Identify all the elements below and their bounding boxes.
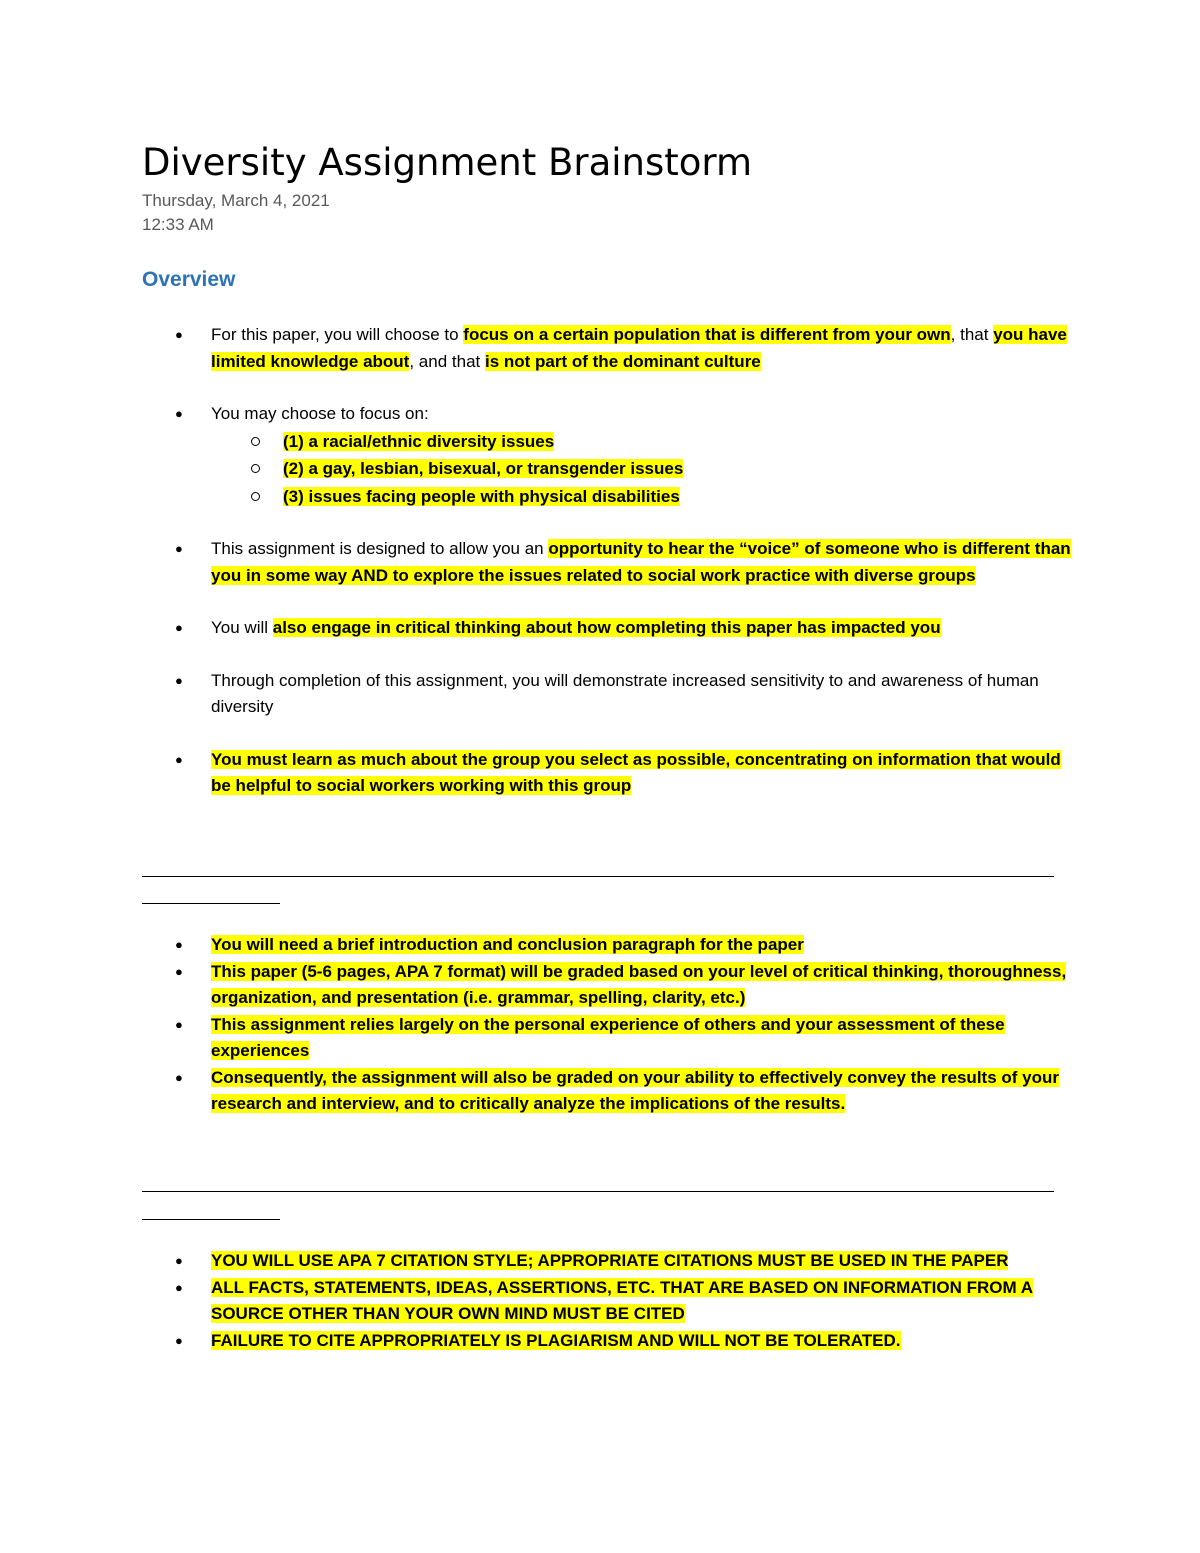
note-date: Thursday, March 4, 2021 [142,191,330,210]
bullet-icon: ● [175,1016,183,1032]
list-item: ● This assignment relies largely on the personal experience of others and your assessment of these experiences [0,1012,1071,1065]
list-item: ● You must learn as much about the group you select as possible, concentrating on information that would be helpful to social workers working with this group [0,747,1071,800]
overview-heading: Overview [142,268,236,291]
bullet-icon: ● [175,937,183,952]
bullet-icon: ● [175,1279,183,1295]
overview-list [0,322,1200,800]
divider-line-short [142,1219,280,1220]
bullet-icon: ● [175,327,183,342]
page-title: Diversity Assignment Brainstorm [142,141,752,184]
list-item: ● You will need a brief introduction and conclusion paragraph for the paper [0,932,1071,959]
list-item: ● You may choose to focus on: (1) a racial/ethnic diversity issues (2) a gay, lesbian, bisexual, or transgender issues (3) issues facing people with physical disabilities [0,401,1071,510]
list-item: ● You will also engage in critical thinking about how completing this paper has impacted you [0,615,1071,642]
grading-list [0,932,1200,1118]
bullet-icon: ● [175,963,183,979]
bullet-icon: ● [175,406,183,421]
divider-line-short [142,903,280,904]
list-item: ● This assignment is designed to allow you an opportunity to hear the “voice” of someone who is different than you in some way AND to explore the issues related to social work practice with diverse groups [0,536,1071,589]
divider-line [142,876,1054,877]
bullet-icon: ● [175,1069,183,1085]
sub-list-item: (1) a racial/ethnic diversity issues [211,428,1071,456]
bullet-icon: ● [175,1253,183,1268]
list-item: ● YOU WILL USE APA 7 CITATION STYLE; APPROPRIATE CITATIONS MUST BE USED IN THE PAPER [0,1248,1071,1275]
circle-bullet-icon [251,464,260,473]
bullet-icon: ● [175,751,183,767]
bullet-icon: ● [175,1332,183,1348]
list-item: ● For this paper, you will choose to focus on a certain population that is different from your own, that you have limited knowledge about, and that is not part of the dominant culture [0,322,1071,375]
list-item: ● Consequently, the assignment will also be graded on your ability to effectively convey the results of your research and interview, and to critically analyze the implications of the results. [0,1065,1071,1118]
circle-bullet-icon [251,492,260,501]
sub-list-item: (3) issues facing people with physical disabilities [211,483,1071,511]
circle-bullet-icon [251,437,260,446]
sub-list-item: (2) a gay, lesbian, bisexual, or transgender issues [211,455,1071,483]
list-item: ● Through completion of this assignment, you will demonstrate increased sensitivity to and awareness of human diversity [0,668,1071,721]
focus-options-list [211,428,1071,511]
citation-list [0,1248,1200,1354]
bullet-icon: ● [175,620,183,635]
list-item: ● This paper (5-6 pages, APA 7 format) will be graded based on your level of critical thinking, thoroughness, organization, and presentation (i.e. grammar, spelling, clarity, etc.) [0,959,1071,1012]
divider-line [142,1191,1054,1192]
list-item: ● FAILURE TO CITE APPROPRIATELY IS PLAGIARISM AND WILL NOT BE TOLERATED. [0,1328,1071,1355]
note-time: 12:33 AM [142,215,214,234]
list-item: ● ALL FACTS, STATEMENTS, IDEAS, ASSERTIONS, ETC. THAT ARE BASED ON INFORMATION FROM A SOURCE OTHER THAN YOUR OWN MIND MUST BE CITED [0,1275,1071,1328]
bullet-icon: ● [175,541,183,556]
bullet-icon: ● [175,672,183,688]
